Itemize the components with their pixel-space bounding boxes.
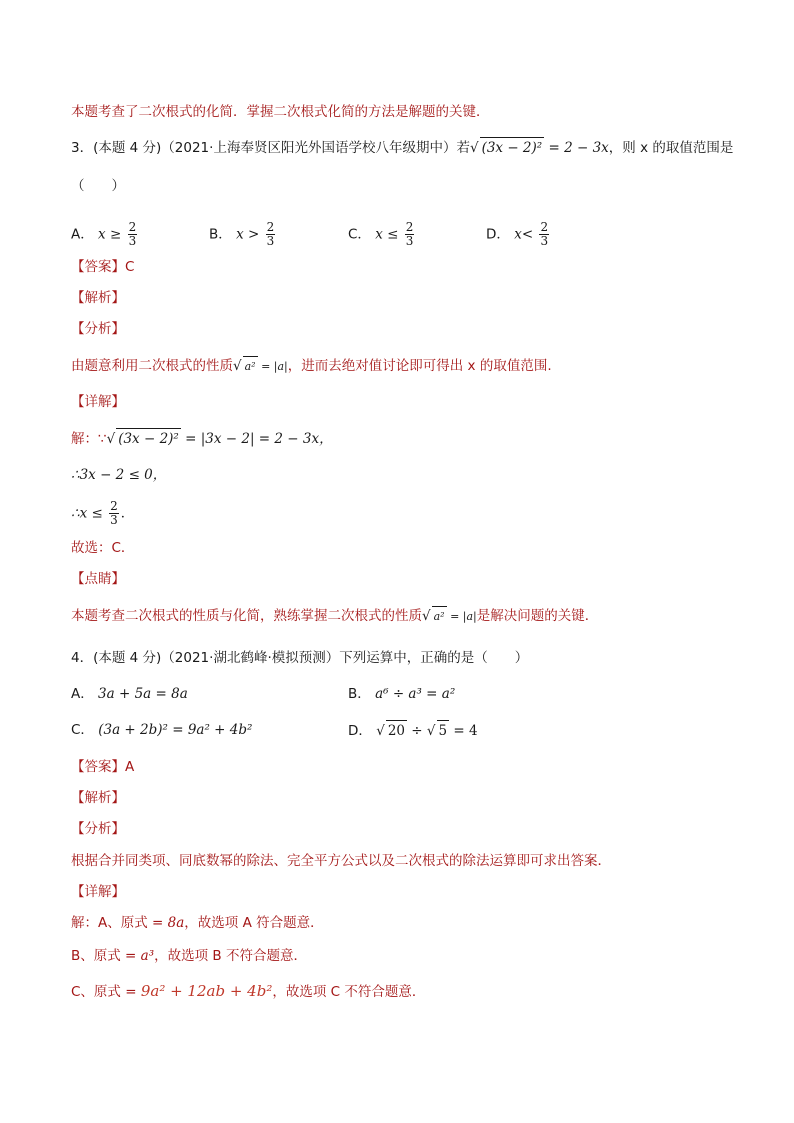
- option-label: A．: [71, 226, 94, 243]
- text-segment: ，进而去绝对值讨论即可得出 x 的取值范围.: [287, 358, 552, 374]
- q3-xiangjie-heading: 【详解】: [71, 394, 125, 410]
- text-segment: 本题考查二次根式的性质与化简，熟练掌握二次根式的性质: [71, 608, 422, 624]
- step-rest: = |3x − 2| = 2 − 3x，: [180, 431, 333, 447]
- q3-option-d: [486, 221, 551, 248]
- fraction-num: 2: [128, 220, 137, 234]
- option-label: C．: [71, 722, 94, 738]
- q3-option-a: [71, 221, 139, 248]
- text-segment: 由题意利用二次根式的性质: [71, 358, 233, 374]
- q4-option-d: [348, 720, 478, 741]
- q3-stem-suffix: ，则 x 的取值范围是: [608, 140, 734, 156]
- option-rel: x ≥: [98, 226, 122, 243]
- fraction: [109, 500, 119, 527]
- fraction: [128, 221, 138, 248]
- q3-step1: [71, 428, 333, 449]
- q4-option-b: [348, 684, 455, 704]
- fraction-num: 2: [110, 499, 118, 513]
- math-expr: 9a² + 12ab + 4b²: [140, 982, 273, 1000]
- text-segment: ，故选项 C 不符合题意．: [272, 984, 426, 1000]
- fraction-den: 3: [110, 513, 118, 527]
- option-label: D．: [348, 723, 372, 739]
- q4-fenxi-heading: 【分析】: [71, 821, 125, 837]
- sqrt-sign: √: [426, 723, 436, 739]
- q3-paren: （ ）: [71, 178, 125, 194]
- q4-jiexi-heading: 【解析】: [71, 790, 125, 806]
- fraction-den: 3: [405, 234, 414, 248]
- q3-fenxi-text: [71, 356, 552, 377]
- option-label: B．: [209, 226, 232, 243]
- option-expr: 3a + 5a = 8a: [98, 686, 188, 702]
- fraction-den: 3: [540, 234, 549, 248]
- fraction-den: 3: [128, 234, 137, 248]
- option-expr: a⁶ ÷ a³ = a²: [375, 686, 456, 702]
- q3-jiexi-heading: 【解析】: [71, 290, 125, 306]
- option-rel: x ≤: [375, 226, 399, 243]
- q4-line-b: [71, 946, 307, 966]
- sqrt-sign: √: [376, 723, 385, 739]
- q3-dianjing-text: [71, 606, 598, 627]
- q3-option-b: [209, 221, 277, 248]
- fraction-num: 2: [540, 220, 549, 234]
- q4-fenxi-text: 根据合并同类项、同底数幂的除法、完全平方公式以及二次根式的除法运算即可求出答案．: [71, 853, 611, 869]
- q3-radicand: (3x − 2)²: [480, 137, 545, 158]
- text-segment: C、原式 =: [71, 984, 141, 1000]
- option-expr: (3a + 2b)² = 9a² + 4b²: [98, 722, 253, 738]
- option-label: B．: [348, 686, 371, 702]
- sqrt-sign: √: [233, 358, 242, 374]
- text-segment: 是解决问题的关键．: [476, 608, 599, 624]
- radicand: 20: [386, 720, 407, 741]
- q3-choose: 故选：C．: [71, 540, 135, 556]
- q3-rhs: = 2 − 3x: [544, 140, 609, 156]
- sqrt-sign: √: [469, 140, 479, 156]
- fraction: [405, 221, 415, 248]
- q4-option-a: [71, 684, 188, 704]
- option-rel: x<: [514, 226, 534, 243]
- fraction-den: 3: [266, 234, 275, 248]
- q4-option-c: [71, 720, 252, 740]
- radicand: a²: [243, 356, 258, 377]
- q3-stem: [71, 137, 733, 158]
- fraction: [266, 221, 276, 248]
- option-rel: x >: [236, 226, 260, 243]
- step-prefix: 解：∵: [71, 431, 107, 447]
- math-expr: a³: [140, 948, 155, 964]
- option-label: D．: [486, 226, 510, 243]
- q4-stem: 4．(本题 4 分)（2021·湖北鹤峰·模拟预测）下列运算中，正确的是（ ）: [71, 650, 529, 666]
- fraction: [539, 221, 549, 248]
- q3-fenxi-heading: 【分析】: [71, 321, 125, 337]
- formula-rhs: = |a|: [257, 360, 288, 373]
- step-suffix: ．: [120, 505, 135, 522]
- q3-dianjing-heading: 【点睛】: [71, 571, 125, 587]
- math-expr: 8a: [167, 915, 185, 931]
- text-segment: ，故选项 A 符合题意．: [184, 915, 324, 931]
- radicand: a²: [432, 606, 447, 627]
- option-label: C．: [348, 226, 371, 243]
- q3-option-c: [348, 221, 416, 248]
- formula-rhs: = |a|: [446, 610, 477, 623]
- q3-stem-prefix: 3．(本题 4 分)（2021·上海奉贤区阳光外国语学校八年级期中）若: [71, 140, 470, 156]
- option-rhs: = 4: [449, 723, 478, 739]
- q4-answer: 【答案】A: [71, 759, 135, 775]
- q4-line-c: [71, 981, 425, 1002]
- radicand: 5: [437, 720, 450, 741]
- sqrt-sign: √: [422, 608, 431, 624]
- q3-step3: [71, 500, 134, 527]
- radicand: (3x − 2)²: [116, 428, 181, 449]
- fraction-num: 2: [266, 220, 275, 234]
- q3-answer: 【答案】C: [71, 259, 135, 275]
- operator: ÷: [407, 723, 427, 739]
- text-segment: 解：A、原式 =: [71, 915, 168, 931]
- text-segment: ，故选项 B 不符合题意．: [154, 948, 307, 964]
- q3-step2: ∴3x − 2 ≤ 0，: [71, 467, 167, 483]
- option-label: A．: [71, 686, 94, 702]
- sqrt-sign: √: [106, 431, 116, 447]
- q4-xiangjie-heading: 【详解】: [71, 884, 125, 900]
- fraction-num: 2: [405, 220, 414, 234]
- text-segment: B、原式 =: [71, 948, 141, 964]
- step-prefix: ∴x ≤: [71, 505, 103, 522]
- summary-text: 本题考查了二次根式的化简．掌握二次根式化简的方法是解题的关键．: [71, 104, 490, 120]
- q4-line-a: [71, 913, 324, 933]
